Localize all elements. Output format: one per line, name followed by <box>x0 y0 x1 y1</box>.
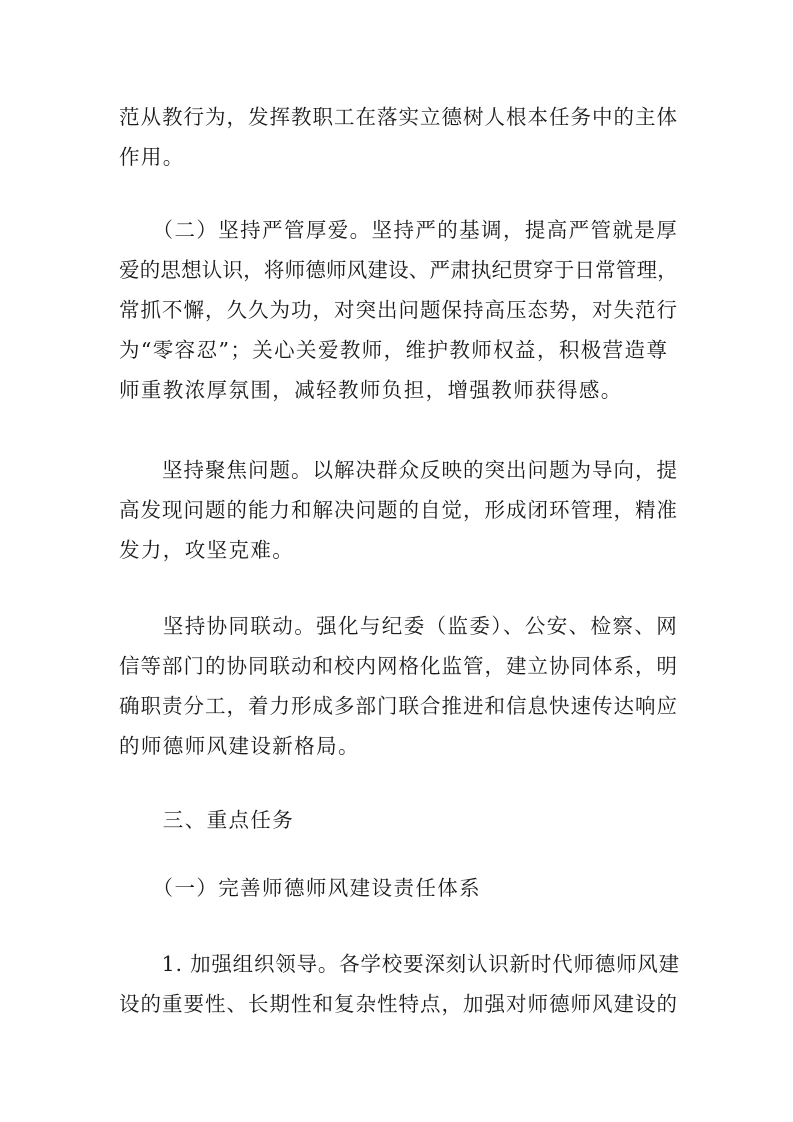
text-line: 1. 加强组织领导。各学校要深刻认识新时代师德师风建 <box>119 952 680 976</box>
text-line: 高发现问题的能力和解决问题的自觉，形成闭环管理，精准 <box>119 498 678 522</box>
text-line: 确职责分工，着力形成多部门联合推进和信息快速传达响应 <box>119 694 678 718</box>
text-line: 发力，攻坚克难。 <box>119 538 295 562</box>
text-line: 的师德师风建设新格局。 <box>119 734 360 758</box>
paragraph-p4 <box>119 606 681 766</box>
text-line: 为“零容忍”；关心关爱教师，维护教师权益，积极营造尊 <box>119 338 669 362</box>
section-heading <box>119 800 681 840</box>
text-line: 信等部门的协同联动和校内网格化监管，建立协同体系，明 <box>119 654 678 678</box>
text-line: 设的重要性、长期性和复杂性特点，加强对师德师风建设的 <box>119 992 678 1016</box>
paragraph-p3 <box>119 450 681 570</box>
text-line: 三、重点任务 <box>119 808 295 832</box>
text-line: （一）完善师德师风建设责任体系 <box>119 876 482 900</box>
text-line: 师重教浓厚氛围，减轻教师负担，增强教师获得感。 <box>119 378 623 402</box>
text-line: 坚持聚焦问题。以解决群众反映的突出问题为导向，提 <box>119 458 678 482</box>
text-line: 作用。 <box>119 145 185 169</box>
text-line: （二）坚持严管厚爱。坚持严的基调，提高严管就是厚 <box>119 218 679 242</box>
text-line: 爱的思想认识，将师德师风建设、严肃执纪贯穿于日常管理， <box>119 258 678 282</box>
paragraph-p2 <box>119 210 681 410</box>
paragraph-p7 <box>119 944 681 1024</box>
subsection-heading <box>119 868 681 908</box>
text-line: 常抓不懈，久久为功，对突出问题保持高压态势，对失范行 <box>119 298 678 322</box>
text-line: 坚持协同联动。强化与纪委（监委）、公安、检察、网 <box>119 614 679 638</box>
text-line: 范从教行为，发挥教职工在落实立德树人根本任务中的主体 <box>119 105 678 129</box>
paragraph-p1 <box>119 97 681 177</box>
